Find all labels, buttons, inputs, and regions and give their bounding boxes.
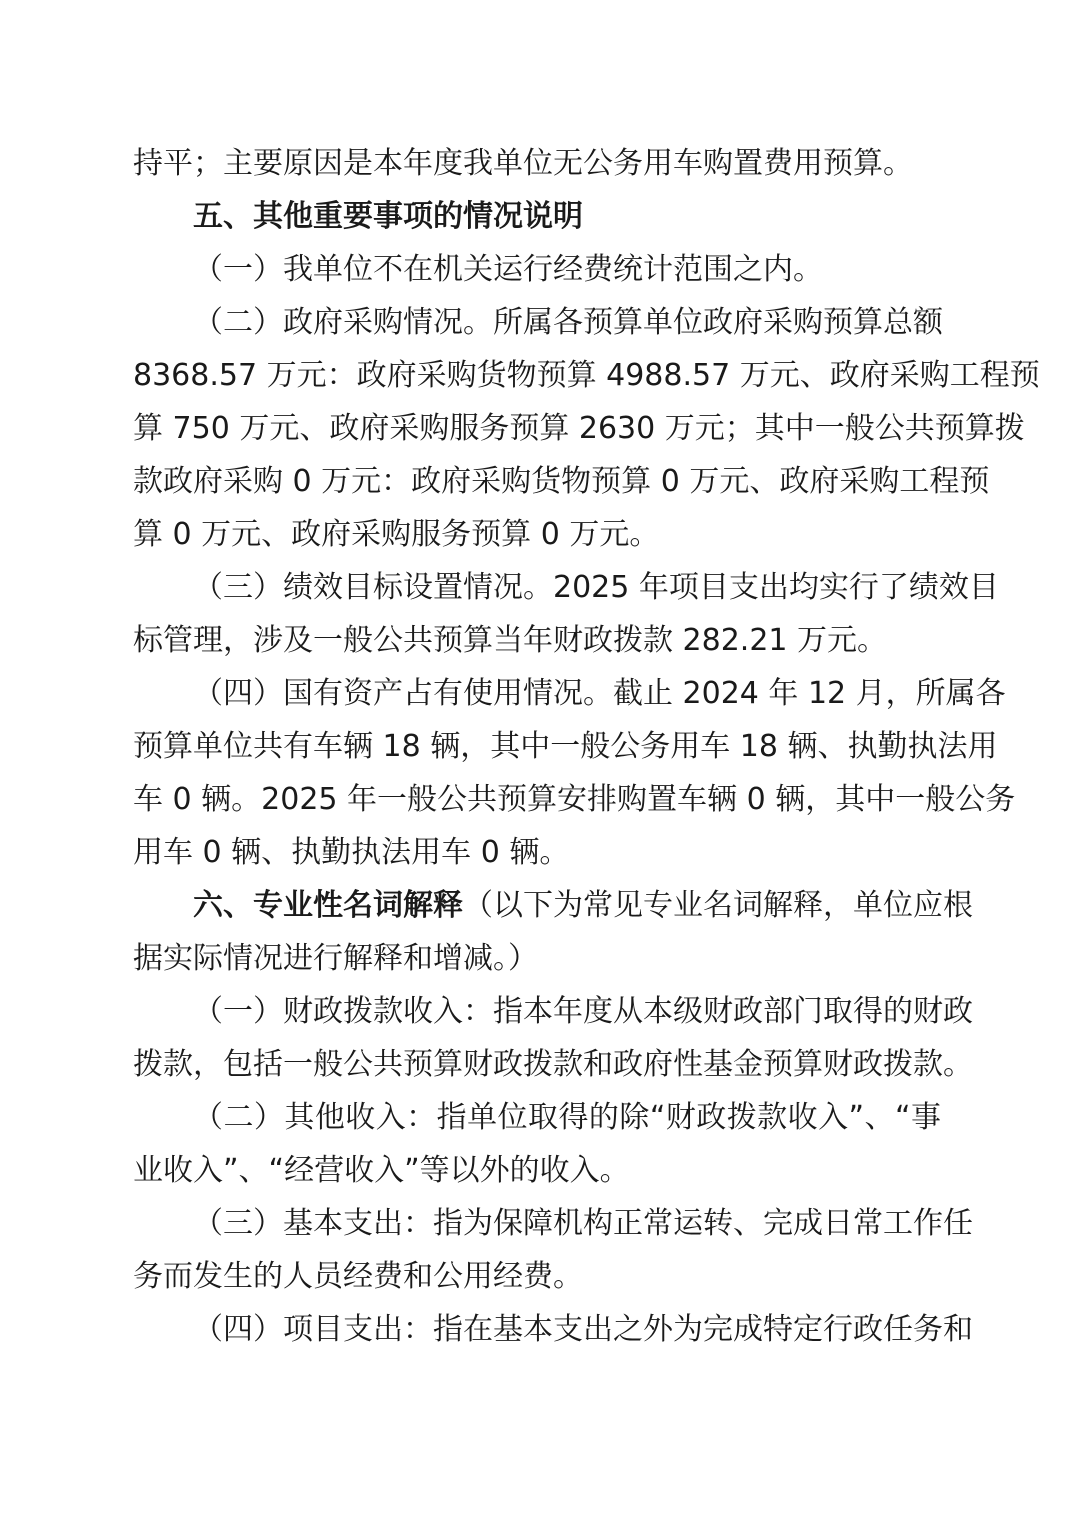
paragraph-line: 业收入”、“经营收入”等以外的收入。 [133,1153,630,1188]
paragraph-line: （四）国有资产占有使用情况。截止 2024 年 12 月，所属各 [193,676,1006,711]
document-body [133,137,1040,1356]
paragraph-line: 据实际情况进行解释和增减。） [133,941,538,976]
paragraph-line: （一）财政拨款收入：指本年度从本级财政部门取得的财政 [193,994,973,1029]
paragraph-line: （四）项目支出：指在基本支出之外为完成特定行政任务和 [193,1312,973,1347]
paragraph-line: （二）政府采购情况。所属各预算单位政府采购预算总额 [193,305,943,340]
paragraph-line: 持平；主要原因是本年度我单位无公务用车购置费用预算。 [133,146,913,181]
paragraph-line: （一）我单位不在机关运行经费统计范围之内。 [193,252,823,287]
paragraph-line: （三）绩效目标设置情况。2025 年项目支出均实行了绩效目 [193,570,999,605]
paragraph-line: （二）其他收入：指单位取得的除“财政拨款收入”、“事 [193,1100,941,1135]
paragraph-line: 标管理，涉及一般公共预算当年财政拨款 282.21 万元。 [133,623,888,658]
paragraph-line: 拨款，包括一般公共预算财政拨款和政府性基金预算财政拨款。 [133,1047,973,1082]
section-heading-6: 六、专业性名词解释 [193,888,463,923]
section-heading-5: 五、其他重要事项的情况说明 [193,199,583,234]
paragraph-line: 务而发生的人员经费和公用经费。 [133,1259,583,1294]
paragraph-line: 预算单位共有车辆 18 辆，其中一般公务用车 18 辆、执勤执法用 [133,729,998,764]
paragraph-line: 款政府采购 0 万元：政府采购货物预算 0 万元、政府采购工程预 [133,464,990,499]
paragraph-line: 8368.57 万元：政府采购货物预算 4988.57 万元、政府采购工程预 [133,358,1040,393]
paragraph-line: 算 750 万元、政府采购服务预算 2630 万元；其中一般公共预算拨 [133,411,1025,446]
paragraph-line: 车 0 辆。2025 年一般公共预算安排购置车辆 0 辆，其中一般公务 [133,782,1016,817]
paragraph-line: （三）基本支出：指为保障机构正常运转、完成日常工作任 [193,1206,973,1241]
section-heading-6-note: （以下为常见专业名词解释，单位应根 [463,888,973,923]
paragraph-line: 算 0 万元、政府采购服务预算 0 万元。 [133,517,660,552]
section-heading-6-line [133,879,973,932]
paragraph-line: 用车 0 辆、执勤执法用车 0 辆。 [133,835,570,870]
